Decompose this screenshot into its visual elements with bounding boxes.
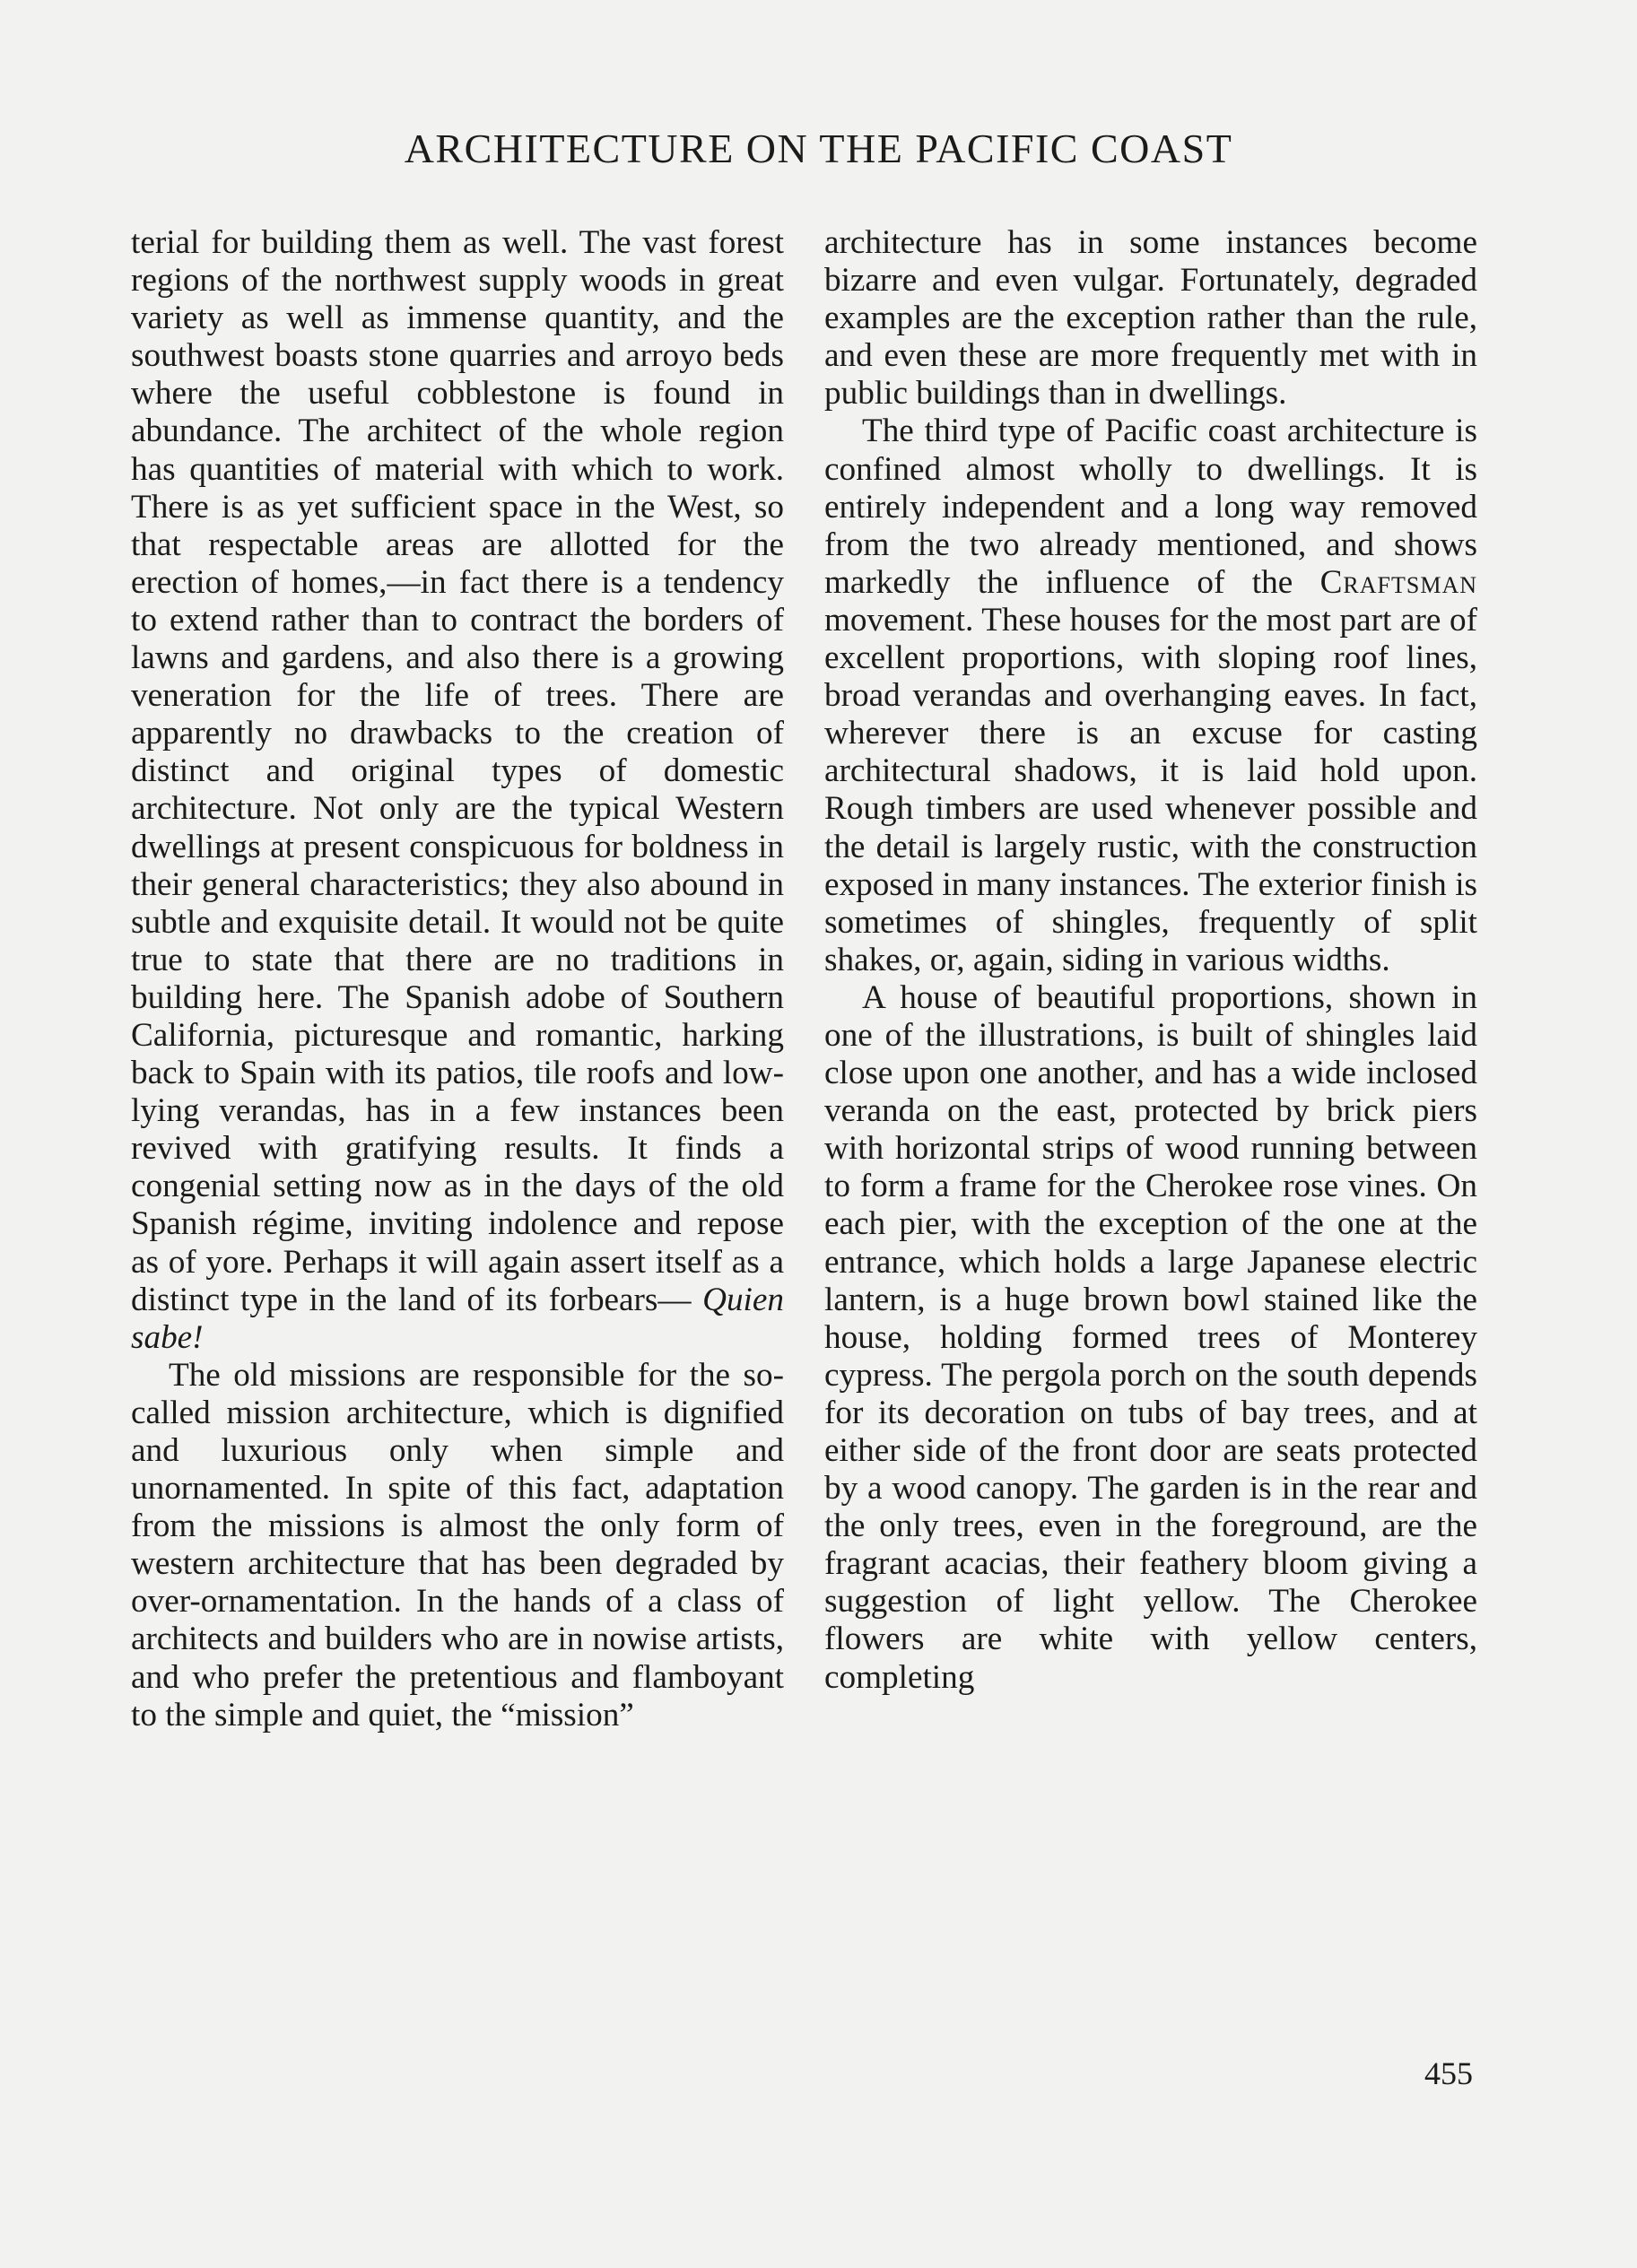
left-paragraph-2: The old missions are responsible for the so-called mission architecture, which is dignified and luxurious only when simple and unornamented. In spite of this fact, adaptation from the missions is almost the only form of western architecture that has been degraded by over-ornamentation. In the hands of a class of architects and builders who are in nowise artists, and who prefer the pretentious and flamboyant to the simple and quiet, the “mission” — [131, 1356, 784, 1734]
right-paragraph-2-text-a: The third type of Pacific coast architecture is confined almost wholly to dwellings. It is entirely independent and a long way removed from the two already mentioned, and shows markedly the influence of the — [824, 413, 1477, 601]
left-paragraph-1 — [131, 224, 784, 1357]
page-title: ARCHITECTURE ON THE PACIFIC COAST — [404, 126, 1233, 171]
craftsman-smallcaps: Craftsman — [1319, 563, 1478, 601]
left-paragraph-1-text: terial for building them as well. The vast forest regions of the northwest supply woods in great variety as well as immense quantity, and the southwest boasts stone quarries and arroyo beds where the useful cobblestone is found in abundance. The architect of the whole region has quantities of material with which to work. There is as yet sufficient space in the West, so that respectable areas are allotted for the erection of homes,—in fact there is a tendency to extend rather than to contract the borders of lawns and gardens, and also there is a growing veneration for the life of trees. There are apparently no drawbacks to the creation of distinct and original types of domestic architecture. Not only are the typical Western dwellings at present conspicuous for boldness in their general characteristics; they also abound in subtle and exquisite detail. It would not be quite true to state that there are no traditions in building here. The Spanish adobe of Southern California, picturesque and romantic, harking back to Spain with its patios, tile roofs and low-lying verandas, has in a few instances been revived with gratifying results. It finds a congenial setting now as in the days of the old Spanish régime, inviting indolence and repose as of yore. Perhaps it will again assert itself as a distinct type in the land of its forbears— — [131, 224, 784, 1318]
right-paragraph-2-text-b: movement. These houses for the most part are of excellent proportions, with sloping roof lines, broad verandas and overhanging eaves. In fact, wherever there is an excuse for casting architectural shadows, it is laid hold upon. Rough timbers are used whenever possible and the detail is largely rustic, with the construction exposed in many instances. The exterior finish is sometimes of shingles, frequently of split shakes, or, again, siding in various widths. — [824, 601, 1477, 978]
right-paragraph-2 — [824, 413, 1477, 978]
page-number: 455 — [1424, 2055, 1473, 2091]
left-column — [131, 224, 784, 1734]
right-paragraph-3: A house of beautiful proportions, shown in one of the illustrations, is built of shingles laid close upon one another, and has a wide inclosed veranda on the east, protected by brick piers with horizontal strips of wood running between to form a frame for the Cherokee rose vines. On each pier, with the exception of the one at the entrance, which holds a large Japanese electric lantern, is a huge brown bowl stained like the house, holding formed trees of Monterey cypress. The pergola porch on the south depends for its decoration on tubs of bay trees, and at either side of the front door are seats protected by a wood canopy. The garden is in the rear and the only trees, even in the foreground, are the fragrant acacias, their feathery bloom giving a suggestion of light yellow. The Cherokee flowers are white with yellow centers, completing — [824, 978, 1477, 1696]
right-column — [824, 224, 1477, 1697]
quien-sabe-italic: Quien sabe! — [131, 1281, 784, 1356]
right-paragraph-1: architecture has in some instances become bizarre and even vulgar. Fortunately, degraded examples are the exception rather than the rule, and even these are more frequently met with in public buildings than in dwellings. — [824, 224, 1477, 413]
